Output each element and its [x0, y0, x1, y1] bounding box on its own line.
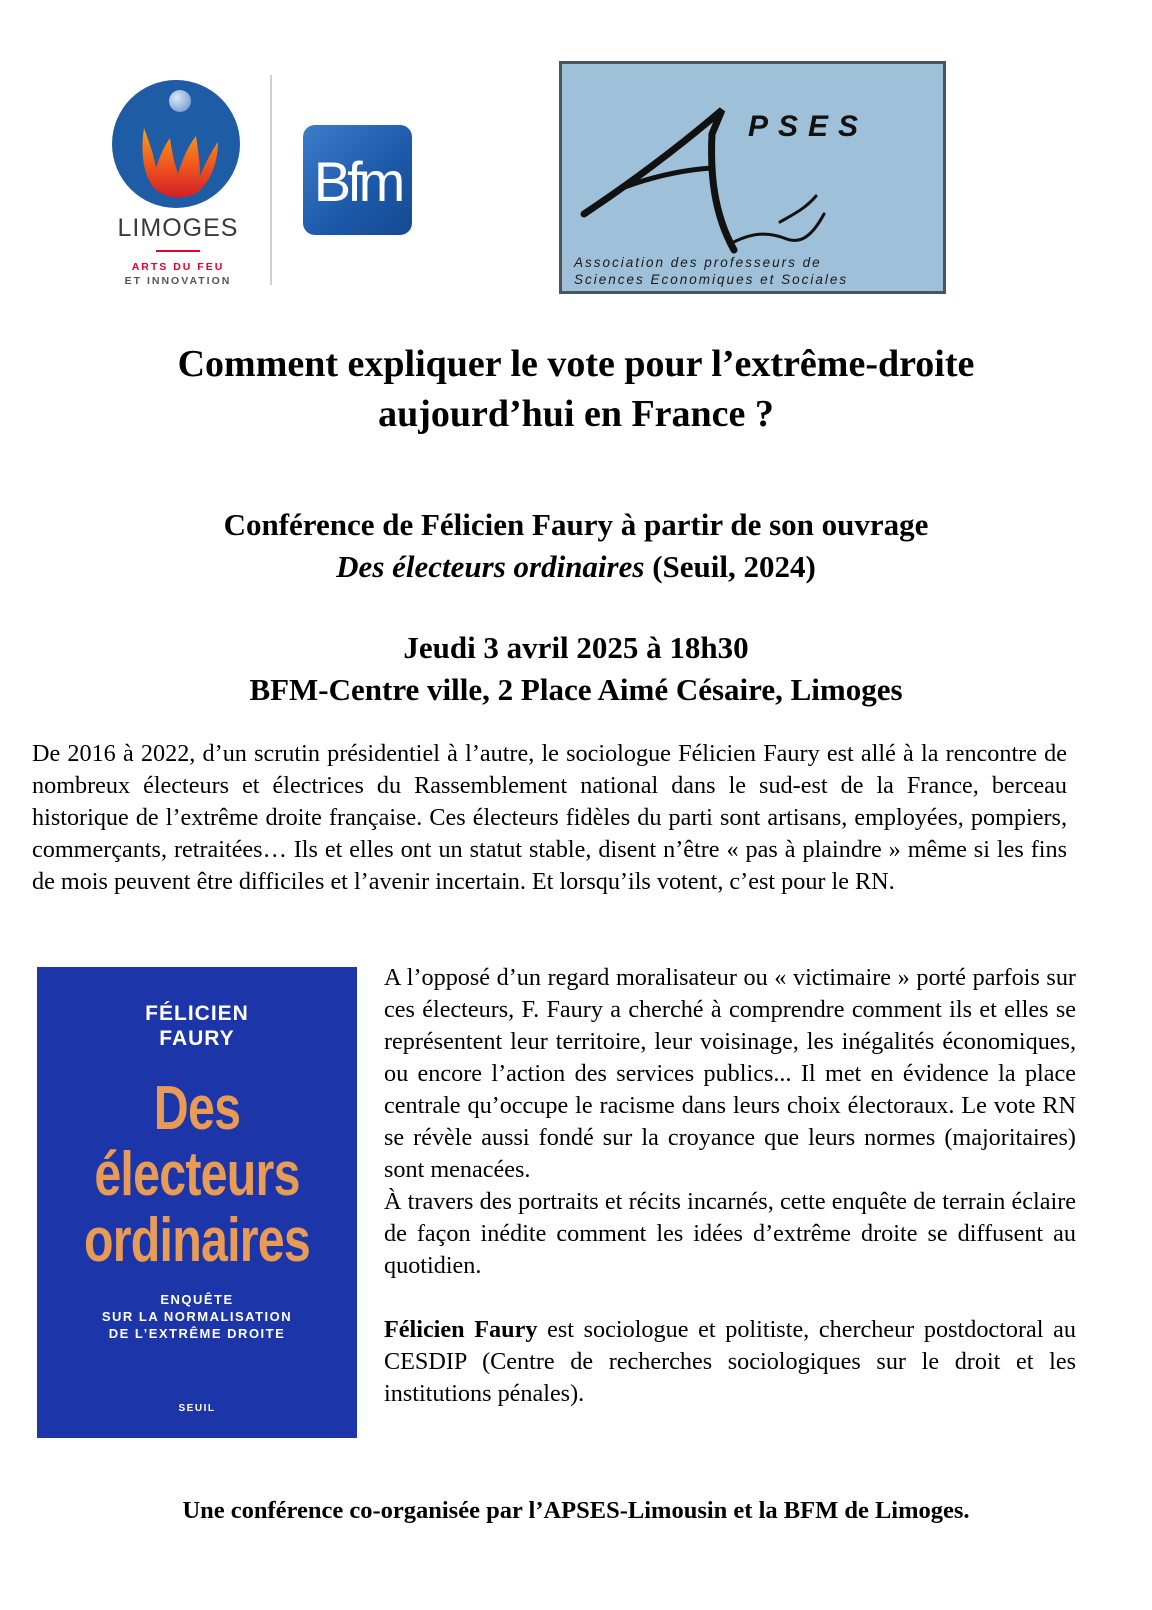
author-bio-text: est sociologue et politiste, chercheur postdoctoral au CESDIP (Centre de recherches sociologiques sur le droit et les institutions pénales). — [384, 1316, 1076, 1407]
limoges-logo-name: LIMOGES — [117, 214, 239, 242]
book-cover-title-line1: Des — [153, 1074, 241, 1143]
apses-logo — [559, 61, 946, 294]
event-date: Jeudi 3 avril 2025 à 18h30 — [403, 630, 749, 665]
page-title-line1: Comment expliquer le vote pour l’extrême-droite — [177, 343, 975, 385]
book-title-italic: Des électeurs ordinaires — [336, 549, 645, 584]
author-name: Félicien Faury — [384, 1316, 538, 1343]
flame-icon — [134, 100, 224, 200]
book-description — [384, 962, 1076, 1410]
intro-paragraph: De 2016 à 2022, d’un scrutin présidentiel à l’autre, le sociologue Félicien Faury est allé à la rencontre de nombreux électeurs et électrices du Rassemblement national dans le sud-est de la France, berceau historique de l’extrême droite française. Ces électeurs fidèles du parti sont artisans, employées, pompiers, commerçants, retraitées… Ils et elles ont un statut stable, disent n’être « pas à plaindre » même si les fins de mois peuvent être difficiles et l’avenir incertain. Et lorsqu’ils votent, c’est pour le RN. — [32, 740, 1067, 895]
limoges-logo-rule — [156, 250, 200, 252]
book-cover-author-line1: FÉLICIEN — [145, 1002, 249, 1025]
bfm-logo-text: Bfm — [313, 150, 402, 213]
limoges-logo — [100, 74, 260, 289]
book-cover-author-line2: FAURY — [159, 1027, 235, 1050]
description-paragraph-1: A l’opposé d’un regard moralisateur ou « victimaire » porté parfois sur ces électeurs, F. Faury a cherché à comprendre comment ils et elles se représentent leur territoire, leur voisinage, les inégalités économiques, ou encore l’action des services publics... Il met en évidence la place centrale qu’occupe le racisme dans leurs choix électoraux. Le vote RN se révèle aussi fondé sur la croyance que leurs normes (majoritaires) sont menacées. — [384, 964, 1076, 1183]
apses-caption-line2: Sciences Economiques et Sociales — [574, 272, 849, 287]
description-paragraph-2: À travers des portraits et récits incarnés, cette enquête de terrain éclaire de façon inédite comment les idées d’extrême droite se diffusent au quotidien. — [384, 1188, 1076, 1279]
author-bio — [384, 1314, 1076, 1410]
svg-text:PSES: PSES — [748, 110, 869, 143]
book-cover — [37, 967, 357, 1438]
apses-caption-line1: Association des professeurs de — [574, 255, 822, 270]
book-cover-publisher: SEUIL — [178, 1403, 216, 1414]
page-title-line2: aujourd’hui en France ? — [378, 393, 774, 435]
limoges-logo-tagline-2: ET INNOVATION — [124, 275, 232, 287]
limoges-logo-tagline-1: ARTS DU FEU — [131, 261, 225, 273]
limoges-emblem — [112, 80, 240, 208]
footer-organizers: Une conférence co-organisée par l’APSES-Limousin et la BFM de Limoges. — [182, 1497, 970, 1524]
event-place: BFM-Centre ville, 2 Place Aimé Césaire, Limoges — [249, 672, 903, 707]
logo-divider — [270, 75, 272, 285]
book-cover-subtitle-line2: SUR LA NORMALISATION — [101, 1309, 293, 1324]
book-cover-subtitle-line3: DE L’EXTRÊME DROITE — [108, 1326, 286, 1341]
book-details: (Seuil, 2024) — [644, 549, 816, 584]
conference-subtitle-line2 — [0, 549, 1152, 585]
book-cover-title-line3: ordinaires — [83, 1206, 311, 1275]
bfm-logo — [303, 125, 412, 235]
paragraph-spacer — [384, 1282, 1076, 1314]
book-cover-subtitle-line1: ENQUÊTE — [160, 1292, 234, 1307]
conference-subtitle-line1: Conférence de Félicien Faury à partir de son ouvrage — [223, 507, 929, 542]
book-cover-title-line2: électeurs — [94, 1140, 300, 1209]
